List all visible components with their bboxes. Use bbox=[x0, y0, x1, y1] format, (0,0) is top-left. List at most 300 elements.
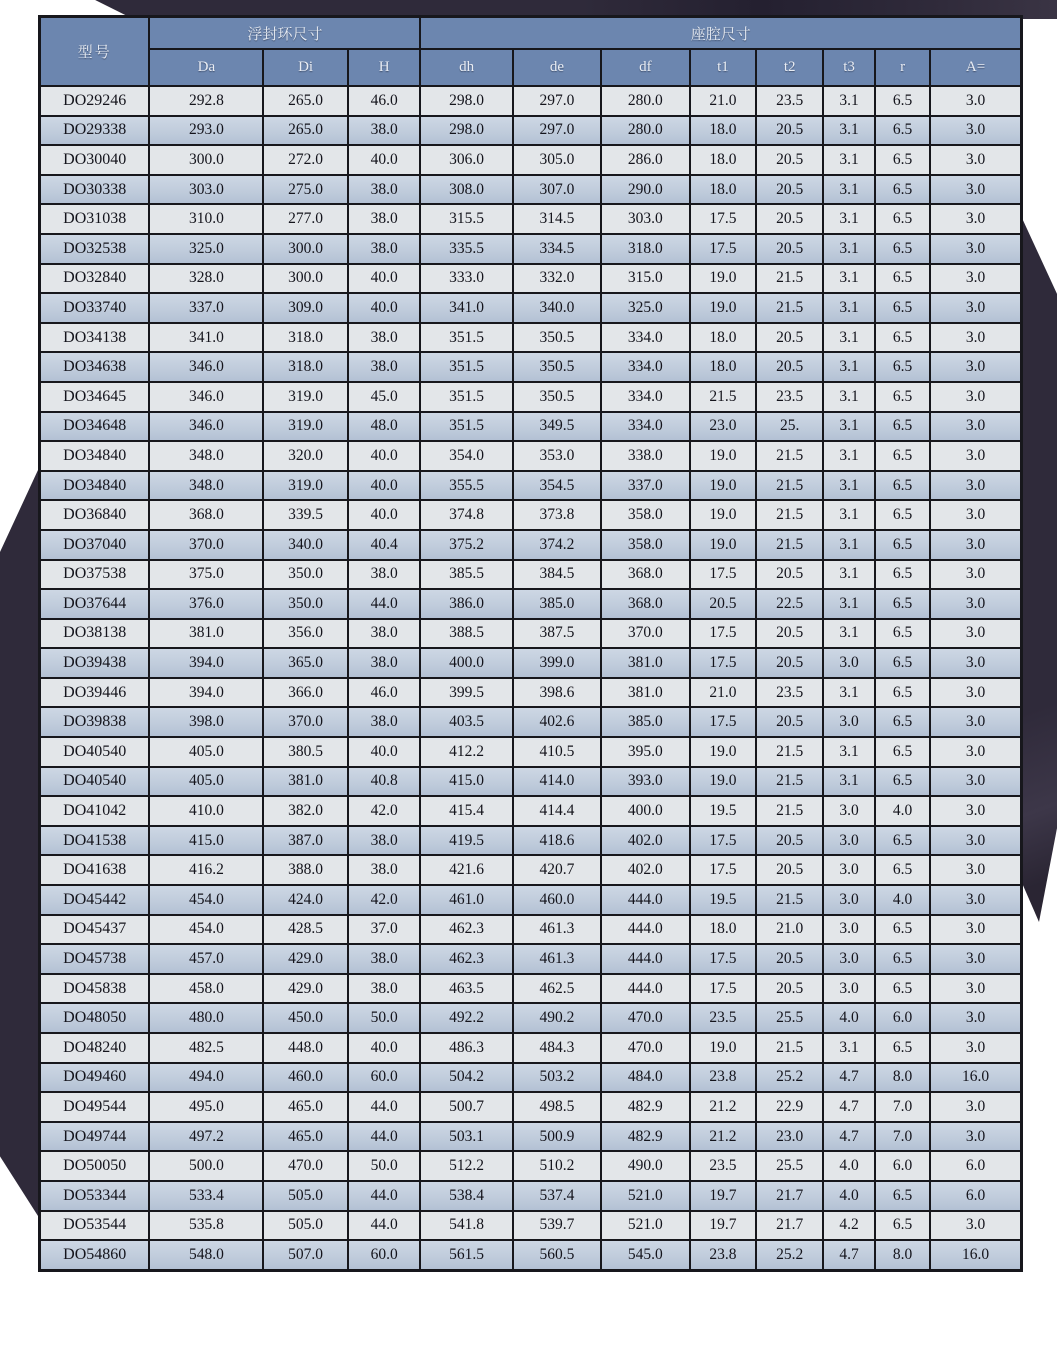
value-cell: 318.0 bbox=[263, 323, 347, 353]
value-cell: 500.0 bbox=[149, 1151, 263, 1181]
value-cell: 21.5 bbox=[756, 293, 823, 323]
column-header-t1: t1 bbox=[690, 49, 757, 86]
value-cell: 38.0 bbox=[348, 204, 421, 234]
value-cell: 3.0 bbox=[930, 86, 1021, 116]
value-cell: 3.1 bbox=[823, 441, 875, 471]
value-cell: 444.0 bbox=[601, 915, 689, 945]
cavity-group-header: 座腔尺寸 bbox=[420, 17, 1021, 50]
value-cell: 305.0 bbox=[513, 145, 601, 175]
model-cell: DO37538 bbox=[40, 560, 150, 590]
value-cell: 308.0 bbox=[420, 175, 512, 205]
table-row bbox=[40, 974, 1022, 1004]
value-cell: 60.0 bbox=[348, 1063, 421, 1093]
table-row bbox=[40, 382, 1022, 412]
value-cell: 6.5 bbox=[875, 530, 930, 560]
value-cell: 4.0 bbox=[823, 1151, 875, 1181]
value-cell: 3.0 bbox=[930, 234, 1021, 264]
value-cell: 533.4 bbox=[149, 1181, 263, 1211]
value-cell: 40.4 bbox=[348, 530, 421, 560]
value-cell: 6.5 bbox=[875, 1211, 930, 1241]
value-cell: 6.5 bbox=[875, 204, 930, 234]
value-cell: 3.0 bbox=[930, 678, 1021, 708]
value-cell: 7.0 bbox=[875, 1092, 930, 1122]
value-cell: 44.0 bbox=[348, 589, 421, 619]
value-cell: 3.1 bbox=[823, 589, 875, 619]
table-body bbox=[40, 86, 1022, 1270]
value-cell: 3.1 bbox=[823, 145, 875, 175]
model-cell: DO39838 bbox=[40, 707, 150, 737]
value-cell: 21.2 bbox=[690, 1122, 757, 1152]
value-cell: 486.3 bbox=[420, 1033, 512, 1063]
value-cell: 538.4 bbox=[420, 1181, 512, 1211]
value-cell: 388.5 bbox=[420, 619, 512, 649]
value-cell: 21.5 bbox=[756, 441, 823, 471]
value-cell: 494.0 bbox=[149, 1063, 263, 1093]
value-cell: 6.5 bbox=[875, 441, 930, 471]
value-cell: 50.0 bbox=[348, 1151, 421, 1181]
value-cell: 40.0 bbox=[348, 293, 421, 323]
value-cell: 3.0 bbox=[930, 293, 1021, 323]
model-cell: DO54860 bbox=[40, 1240, 150, 1270]
value-cell: 3.0 bbox=[930, 885, 1021, 915]
value-cell: 275.0 bbox=[263, 175, 347, 205]
column-header-r: r bbox=[875, 49, 930, 86]
table-row bbox=[40, 1122, 1022, 1152]
table-row bbox=[40, 678, 1022, 708]
column-header-t2: t2 bbox=[756, 49, 823, 86]
value-cell: 17.5 bbox=[690, 619, 757, 649]
value-cell: 21.0 bbox=[690, 678, 757, 708]
value-cell: 470.0 bbox=[601, 1033, 689, 1063]
value-cell: 385.0 bbox=[601, 707, 689, 737]
value-cell: 3.0 bbox=[930, 915, 1021, 945]
value-cell: 298.0 bbox=[420, 86, 512, 116]
value-cell: 350.5 bbox=[513, 352, 601, 382]
value-cell: 6.5 bbox=[875, 175, 930, 205]
value-cell: 44.0 bbox=[348, 1211, 421, 1241]
value-cell: 40.0 bbox=[348, 1033, 421, 1063]
value-cell: 537.4 bbox=[513, 1181, 601, 1211]
value-cell: 6.5 bbox=[875, 116, 930, 146]
model-cell: DO34645 bbox=[40, 382, 150, 412]
value-cell: 395.0 bbox=[601, 737, 689, 767]
value-cell: 500.9 bbox=[513, 1122, 601, 1152]
model-cell: DO53344 bbox=[40, 1181, 150, 1211]
value-cell: 60.0 bbox=[348, 1240, 421, 1270]
value-cell: 6.5 bbox=[875, 826, 930, 856]
model-cell: DO34648 bbox=[40, 412, 150, 442]
value-cell: 385.5 bbox=[420, 560, 512, 590]
value-cell: 3.0 bbox=[930, 944, 1021, 974]
value-cell: 484.0 bbox=[601, 1063, 689, 1093]
value-cell: 510.2 bbox=[513, 1151, 601, 1181]
value-cell: 6.5 bbox=[875, 737, 930, 767]
value-cell: 380.5 bbox=[263, 737, 347, 767]
model-cell: DO37040 bbox=[40, 530, 150, 560]
value-cell: 414.0 bbox=[513, 767, 601, 797]
table-row bbox=[40, 1151, 1022, 1181]
model-cell: DO45838 bbox=[40, 974, 150, 1004]
value-cell: 460.0 bbox=[263, 1063, 347, 1093]
value-cell: 21.5 bbox=[756, 796, 823, 826]
value-cell: 325.0 bbox=[149, 234, 263, 264]
value-cell: 19.0 bbox=[690, 471, 757, 501]
value-cell: 351.5 bbox=[420, 412, 512, 442]
value-cell: 545.0 bbox=[601, 1240, 689, 1270]
value-cell: 315.5 bbox=[420, 204, 512, 234]
value-cell: 394.0 bbox=[149, 678, 263, 708]
value-cell: 17.5 bbox=[690, 204, 757, 234]
value-cell: 3.0 bbox=[930, 589, 1021, 619]
value-cell: 38.0 bbox=[348, 560, 421, 590]
value-cell: 309.0 bbox=[263, 293, 347, 323]
value-cell: 300.0 bbox=[263, 264, 347, 294]
value-cell: 20.5 bbox=[756, 175, 823, 205]
value-cell: 18.0 bbox=[690, 175, 757, 205]
value-cell: 23.0 bbox=[690, 412, 757, 442]
value-cell: 3.0 bbox=[930, 826, 1021, 856]
table-row bbox=[40, 234, 1022, 264]
value-cell: 25.2 bbox=[756, 1240, 823, 1270]
table-row bbox=[40, 86, 1022, 116]
value-cell: 393.0 bbox=[601, 767, 689, 797]
value-cell: 3.0 bbox=[930, 1092, 1021, 1122]
value-cell: 382.0 bbox=[263, 796, 347, 826]
value-cell: 3.0 bbox=[823, 944, 875, 974]
value-cell: 370.0 bbox=[601, 619, 689, 649]
value-cell: 310.0 bbox=[149, 204, 263, 234]
value-cell: 297.0 bbox=[513, 116, 601, 146]
value-cell: 429.0 bbox=[263, 974, 347, 1004]
value-cell: 3.1 bbox=[823, 412, 875, 442]
value-cell: 17.5 bbox=[690, 707, 757, 737]
value-cell: 3.0 bbox=[930, 737, 1021, 767]
model-cell: DO34840 bbox=[40, 441, 150, 471]
value-cell: 348.0 bbox=[149, 441, 263, 471]
value-cell: 462.5 bbox=[513, 974, 601, 1004]
value-cell: 6.5 bbox=[875, 86, 930, 116]
value-cell: 298.0 bbox=[420, 116, 512, 146]
value-cell: 503.1 bbox=[420, 1122, 512, 1152]
value-cell: 23.0 bbox=[756, 1122, 823, 1152]
value-cell: 429.0 bbox=[263, 944, 347, 974]
backdrop-shape-right bbox=[1017, 200, 1057, 922]
value-cell: 3.0 bbox=[823, 855, 875, 885]
value-cell: 3.0 bbox=[930, 1211, 1021, 1241]
value-cell: 17.5 bbox=[690, 855, 757, 885]
value-cell: 3.1 bbox=[823, 323, 875, 353]
value-cell: 6.5 bbox=[875, 323, 930, 353]
model-cell: DO40540 bbox=[40, 767, 150, 797]
model-cell: DO50050 bbox=[40, 1151, 150, 1181]
value-cell: 38.0 bbox=[348, 855, 421, 885]
value-cell: 6.5 bbox=[875, 619, 930, 649]
value-cell: 19.5 bbox=[690, 796, 757, 826]
value-cell: 454.0 bbox=[149, 885, 263, 915]
value-cell: 319.0 bbox=[263, 382, 347, 412]
value-cell: 460.0 bbox=[513, 885, 601, 915]
value-cell: 44.0 bbox=[348, 1122, 421, 1152]
value-cell: 3.0 bbox=[823, 974, 875, 1004]
value-cell: 17.5 bbox=[690, 234, 757, 264]
value-cell: 6.5 bbox=[875, 648, 930, 678]
value-cell: 3.0 bbox=[930, 619, 1021, 649]
table-row bbox=[40, 707, 1022, 737]
model-cell: DO41042 bbox=[40, 796, 150, 826]
value-cell: 6.5 bbox=[875, 974, 930, 1004]
table-row bbox=[40, 648, 1022, 678]
value-cell: 6.5 bbox=[875, 944, 930, 974]
table-row bbox=[40, 1092, 1022, 1122]
value-cell: 334.0 bbox=[601, 382, 689, 412]
value-cell: 19.0 bbox=[690, 530, 757, 560]
column-header-da: Da bbox=[149, 49, 263, 86]
value-cell: 4.7 bbox=[823, 1240, 875, 1270]
value-cell: 454.0 bbox=[149, 915, 263, 945]
value-cell: 3.1 bbox=[823, 352, 875, 382]
value-cell: 358.0 bbox=[601, 500, 689, 530]
value-cell: 394.0 bbox=[149, 648, 263, 678]
value-cell: 23.5 bbox=[690, 1003, 757, 1033]
value-cell: 19.0 bbox=[690, 737, 757, 767]
value-cell: 535.8 bbox=[149, 1211, 263, 1241]
value-cell: 346.0 bbox=[149, 352, 263, 382]
value-cell: 381.0 bbox=[601, 678, 689, 708]
value-cell: 25.2 bbox=[756, 1063, 823, 1093]
value-cell: 414.4 bbox=[513, 796, 601, 826]
value-cell: 38.0 bbox=[348, 234, 421, 264]
value-cell: 38.0 bbox=[348, 619, 421, 649]
value-cell: 20.5 bbox=[756, 648, 823, 678]
value-cell: 3.0 bbox=[930, 471, 1021, 501]
value-cell: 6.5 bbox=[875, 412, 930, 442]
value-cell: 3.1 bbox=[823, 619, 875, 649]
value-cell: 3.0 bbox=[930, 1003, 1021, 1033]
model-cell: DO37644 bbox=[40, 589, 150, 619]
value-cell: 3.1 bbox=[823, 234, 875, 264]
value-cell: 306.0 bbox=[420, 145, 512, 175]
value-cell: 6.5 bbox=[875, 382, 930, 412]
value-cell: 40.0 bbox=[348, 737, 421, 767]
value-cell: 23.5 bbox=[690, 1151, 757, 1181]
value-cell: 355.5 bbox=[420, 471, 512, 501]
value-cell: 37.0 bbox=[348, 915, 421, 945]
value-cell: 17.5 bbox=[690, 648, 757, 678]
table-row bbox=[40, 1063, 1022, 1093]
value-cell: 450.0 bbox=[263, 1003, 347, 1033]
value-cell: 328.0 bbox=[149, 264, 263, 294]
value-cell: 415.0 bbox=[149, 826, 263, 856]
value-cell: 21.5 bbox=[756, 471, 823, 501]
table-row bbox=[40, 826, 1022, 856]
value-cell: 20.5 bbox=[756, 619, 823, 649]
value-cell: 6.5 bbox=[875, 707, 930, 737]
header-group-row bbox=[40, 17, 1022, 50]
value-cell: 25.5 bbox=[756, 1151, 823, 1181]
column-header-de: de bbox=[513, 49, 601, 86]
value-cell: 300.0 bbox=[149, 145, 263, 175]
value-cell: 415.0 bbox=[420, 767, 512, 797]
value-cell: 46.0 bbox=[348, 86, 421, 116]
value-cell: 3.0 bbox=[930, 796, 1021, 826]
value-cell: 405.0 bbox=[149, 767, 263, 797]
value-cell: 399.5 bbox=[420, 678, 512, 708]
value-cell: 340.0 bbox=[513, 293, 601, 323]
value-cell: 444.0 bbox=[601, 885, 689, 915]
value-cell: 490.0 bbox=[601, 1151, 689, 1181]
value-cell: 19.0 bbox=[690, 500, 757, 530]
value-cell: 402.0 bbox=[601, 855, 689, 885]
value-cell: 16.0 bbox=[930, 1240, 1021, 1270]
value-cell: 541.8 bbox=[420, 1211, 512, 1241]
backdrop-shape-left bbox=[0, 470, 38, 1216]
value-cell: 6.0 bbox=[875, 1003, 930, 1033]
value-cell: 21.2 bbox=[690, 1092, 757, 1122]
value-cell: 6.5 bbox=[875, 471, 930, 501]
value-cell: 3.1 bbox=[823, 471, 875, 501]
value-cell: 320.0 bbox=[263, 441, 347, 471]
value-cell: 334.5 bbox=[513, 234, 601, 264]
value-cell: 290.0 bbox=[601, 175, 689, 205]
value-cell: 370.0 bbox=[149, 530, 263, 560]
value-cell: 20.5 bbox=[756, 204, 823, 234]
value-cell: 457.0 bbox=[149, 944, 263, 974]
value-cell: 463.5 bbox=[420, 974, 512, 1004]
table-row bbox=[40, 560, 1022, 590]
model-cell: DO33740 bbox=[40, 293, 150, 323]
value-cell: 3.0 bbox=[930, 530, 1021, 560]
value-cell: 3.1 bbox=[823, 204, 875, 234]
value-cell: 3.0 bbox=[930, 767, 1021, 797]
value-cell: 3.0 bbox=[823, 915, 875, 945]
value-cell: 3.0 bbox=[930, 974, 1021, 1004]
value-cell: 48.0 bbox=[348, 412, 421, 442]
value-cell: 44.0 bbox=[348, 1181, 421, 1211]
value-cell: 3.0 bbox=[930, 382, 1021, 412]
value-cell: 387.0 bbox=[263, 826, 347, 856]
value-cell: 40.0 bbox=[348, 471, 421, 501]
value-cell: 498.5 bbox=[513, 1092, 601, 1122]
value-cell: 387.5 bbox=[513, 619, 601, 649]
value-cell: 45.0 bbox=[348, 382, 421, 412]
value-cell: 3.1 bbox=[823, 500, 875, 530]
value-cell: 400.0 bbox=[420, 648, 512, 678]
value-cell: 4.7 bbox=[823, 1092, 875, 1122]
value-cell: 386.0 bbox=[420, 589, 512, 619]
table-row bbox=[40, 1211, 1022, 1241]
value-cell: 6.5 bbox=[875, 234, 930, 264]
value-cell: 368.0 bbox=[601, 589, 689, 619]
value-cell: 318.0 bbox=[263, 352, 347, 382]
value-cell: 3.0 bbox=[930, 500, 1021, 530]
value-cell: 303.0 bbox=[601, 204, 689, 234]
model-cell: DO49460 bbox=[40, 1063, 150, 1093]
value-cell: 17.5 bbox=[690, 974, 757, 1004]
value-cell: 21.5 bbox=[756, 500, 823, 530]
value-cell: 319.0 bbox=[263, 471, 347, 501]
value-cell: 25.5 bbox=[756, 1003, 823, 1033]
value-cell: 21.5 bbox=[756, 1033, 823, 1063]
model-cell: DO38138 bbox=[40, 619, 150, 649]
value-cell: 19.5 bbox=[690, 885, 757, 915]
value-cell: 497.2 bbox=[149, 1122, 263, 1152]
value-cell: 6.5 bbox=[875, 767, 930, 797]
value-cell: 381.0 bbox=[149, 619, 263, 649]
value-cell: 23.8 bbox=[690, 1240, 757, 1270]
value-cell: 20.5 bbox=[756, 974, 823, 1004]
model-cell: DO32840 bbox=[40, 264, 150, 294]
value-cell: 3.0 bbox=[930, 352, 1021, 382]
value-cell: 17.5 bbox=[690, 560, 757, 590]
value-cell: 3.0 bbox=[823, 885, 875, 915]
value-cell: 42.0 bbox=[348, 885, 421, 915]
table-row bbox=[40, 204, 1022, 234]
value-cell: 21.5 bbox=[756, 767, 823, 797]
value-cell: 297.0 bbox=[513, 86, 601, 116]
value-cell: 21.0 bbox=[690, 86, 757, 116]
value-cell: 356.0 bbox=[263, 619, 347, 649]
value-cell: 265.0 bbox=[263, 86, 347, 116]
value-cell: 341.0 bbox=[420, 293, 512, 323]
value-cell: 512.2 bbox=[420, 1151, 512, 1181]
value-cell: 21.5 bbox=[756, 737, 823, 767]
value-cell: 376.0 bbox=[149, 589, 263, 619]
model-cell: DO32538 bbox=[40, 234, 150, 264]
value-cell: 548.0 bbox=[149, 1240, 263, 1270]
value-cell: 505.0 bbox=[263, 1181, 347, 1211]
value-cell: 3.1 bbox=[823, 175, 875, 205]
value-cell: 495.0 bbox=[149, 1092, 263, 1122]
value-cell: 403.5 bbox=[420, 707, 512, 737]
value-cell: 3.1 bbox=[823, 530, 875, 560]
table-row bbox=[40, 175, 1022, 205]
value-cell: 18.0 bbox=[690, 352, 757, 382]
column-header-dh: dh bbox=[420, 49, 512, 86]
value-cell: 461.0 bbox=[420, 885, 512, 915]
value-cell: 339.5 bbox=[263, 500, 347, 530]
value-cell: 23.5 bbox=[756, 678, 823, 708]
value-cell: 490.2 bbox=[513, 1003, 601, 1033]
value-cell: 503.2 bbox=[513, 1063, 601, 1093]
value-cell: 3.0 bbox=[823, 707, 875, 737]
value-cell: 539.7 bbox=[513, 1211, 601, 1241]
value-cell: 6.5 bbox=[875, 1033, 930, 1063]
value-cell: 354.0 bbox=[420, 441, 512, 471]
value-cell: 3.0 bbox=[930, 323, 1021, 353]
value-cell: 374.2 bbox=[513, 530, 601, 560]
value-cell: 350.5 bbox=[513, 382, 601, 412]
value-cell: 333.0 bbox=[420, 264, 512, 294]
model-cell: DO45738 bbox=[40, 944, 150, 974]
value-cell: 334.0 bbox=[601, 352, 689, 382]
value-cell: 20.5 bbox=[756, 826, 823, 856]
value-cell: 521.0 bbox=[601, 1211, 689, 1241]
value-cell: 3.0 bbox=[930, 648, 1021, 678]
value-cell: 4.2 bbox=[823, 1211, 875, 1241]
value-cell: 402.6 bbox=[513, 707, 601, 737]
value-cell: 6.5 bbox=[875, 560, 930, 590]
value-cell: 560.5 bbox=[513, 1240, 601, 1270]
value-cell: 381.0 bbox=[601, 648, 689, 678]
table-row bbox=[40, 796, 1022, 826]
value-cell: 300.0 bbox=[263, 234, 347, 264]
value-cell: 21.0 bbox=[756, 915, 823, 945]
value-cell: 334.0 bbox=[601, 412, 689, 442]
value-cell: 38.0 bbox=[348, 648, 421, 678]
value-cell: 20.5 bbox=[756, 116, 823, 146]
header-sub-row bbox=[40, 49, 1022, 86]
value-cell: 6.5 bbox=[875, 500, 930, 530]
